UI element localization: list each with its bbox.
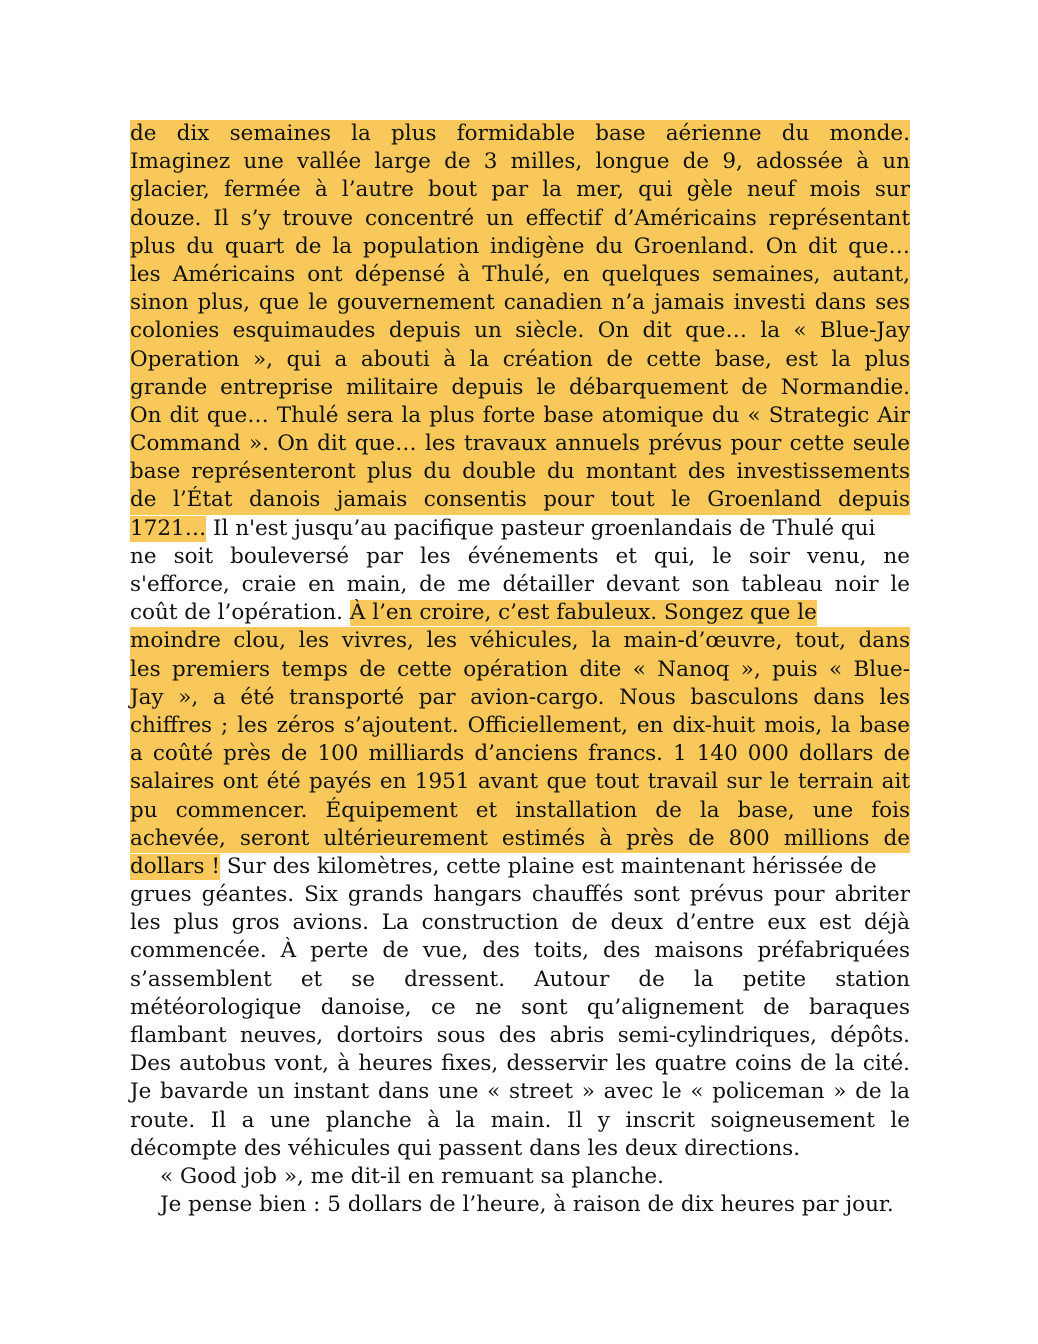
text-line: s'efforce, craie en main, de me détailler devant son tableau noir le: [130, 572, 910, 597]
highlighted-line: sinon plus, que le gouvernement canadien n’a jamais investi dans ses: [130, 289, 910, 317]
text-line: les plus gros avions. La construction de deux d’entre eux est déjà: [130, 910, 910, 936]
mixed-line: [130, 853, 910, 881]
mixed-line: [130, 599, 910, 627]
highlight-span: 1721…: [130, 515, 207, 541]
body-text: [130, 120, 910, 1219]
highlight-span: À l’en croire, c’est fabuleux. Songez que le: [349, 600, 817, 626]
plain-span: Il n'est jusqu’au pacifique pasteur groenlandais de Thulé qui: [206, 515, 876, 541]
highlighted-line: douze. Il s’y trouve concentré un effectif d’Américains représentant: [130, 205, 910, 233]
highlighted-line: On dit que… Thulé sera la plus forte base atomique du « Strategic Air: [130, 402, 910, 430]
highlighted-line: de dix semaines la plus formidable base aérienne du monde.: [130, 120, 910, 148]
plain-span: coût de l’opération.: [130, 600, 350, 626]
text-line: grues géantes. Six grands hangars chauffés sont prévus pour abriter: [130, 882, 910, 908]
highlighted-line: base représenteront plus du double du montant des investissements: [130, 458, 910, 486]
paragraph-end-line: décompte des véhicules qui passent dans les deux directions.: [130, 1135, 801, 1161]
highlighted-line: moindre clou, les vivres, les véhicules, la main-d’œuvre, tout, dans: [130, 627, 910, 655]
highlighted-line: les premiers temps de cette opération dite « Nanoq », puis « Blue-: [130, 656, 910, 684]
text-line: route. Il a une planche à la main. Il y inscrit soigneusement le: [130, 1107, 910, 1133]
closing-line: Je pense bien : 5 dollars de l’heure, à raison de dix heures par jour.: [160, 1192, 894, 1218]
highlighted-line: Command ». On dit que… les travaux annuels prévus pour cette seule: [130, 430, 910, 458]
plain-span: Sur des kilomètres, cette plaine est maintenant hérissée de: [220, 853, 877, 879]
highlighted-line: pu commencer. Équipement et installation de la base, une fois: [130, 797, 910, 825]
highlighted-line: a coûté près de 100 milliards d’anciens francs. 1 140 000 dollars de: [130, 740, 910, 768]
text-line: météorologique danoise, ce ne sont qu’alignement de baraques: [130, 994, 910, 1020]
highlighted-line: Imaginez une vallée large de 3 milles, longue de 9, adossée à un: [130, 148, 910, 176]
text-line: flambant neuves, dortoirs sous des abris semi-cylindriques, dépôts.: [130, 1023, 910, 1048]
highlighted-line: Jay », a été transporté par avion-cargo. Nous basculons dans les: [130, 684, 910, 712]
text-line: Des autobus vont, à heures fixes, desservir les quatre coins de la cité.: [130, 1051, 910, 1077]
highlighted-line: de l’État danois jamais consentis pour tout le Groenland depuis: [130, 486, 910, 514]
dialogue-line: « Good job », me dit-il en remuant sa planche.: [160, 1163, 664, 1189]
highlighted-line: colonies esquimaudes depuis un siècle. On dit que… la « Blue-Jay: [130, 317, 910, 345]
text-line: commencée. À perte de vue, des toits, des maisons préfabriquées: [130, 938, 910, 964]
highlighted-line: plus du quart de la population indigène du Groenland. On dit que…: [130, 233, 910, 261]
highlighted-line: les Américains ont dépensé à Thulé, en quelques semaines, autant,: [130, 261, 910, 289]
highlight-span: dollars !: [130, 853, 221, 879]
text-line: ne soit bouleversé par les événements et qui, le soir venu, ne: [130, 543, 910, 569]
highlighted-line: salaires ont été payés en 1951 avant que tout travail sur le terrain ait: [130, 768, 910, 796]
highlighted-line: achevée, seront ultérieurement estimés à près de 800 millions de: [130, 825, 910, 853]
text-line: s’assemblent et se dressent. Autour de la petite station: [130, 966, 910, 992]
highlighted-line: Operation », qui a abouti à la création de cette base, est la plus: [130, 346, 910, 374]
text-line: Je bavarde un instant dans une « street » avec le « policeman » de la: [130, 1079, 910, 1105]
mixed-line: [130, 515, 910, 543]
highlighted-line: grande entreprise militaire depuis le débarquement de Normandie.: [130, 374, 910, 402]
highlighted-line: glacier, fermée à l’autre bout par la mer, qui gèle neuf mois sur: [130, 176, 910, 204]
highlighted-line: chiffres ; les zéros s’ajoutent. Officiellement, en dix-huit mois, la base: [130, 712, 910, 740]
